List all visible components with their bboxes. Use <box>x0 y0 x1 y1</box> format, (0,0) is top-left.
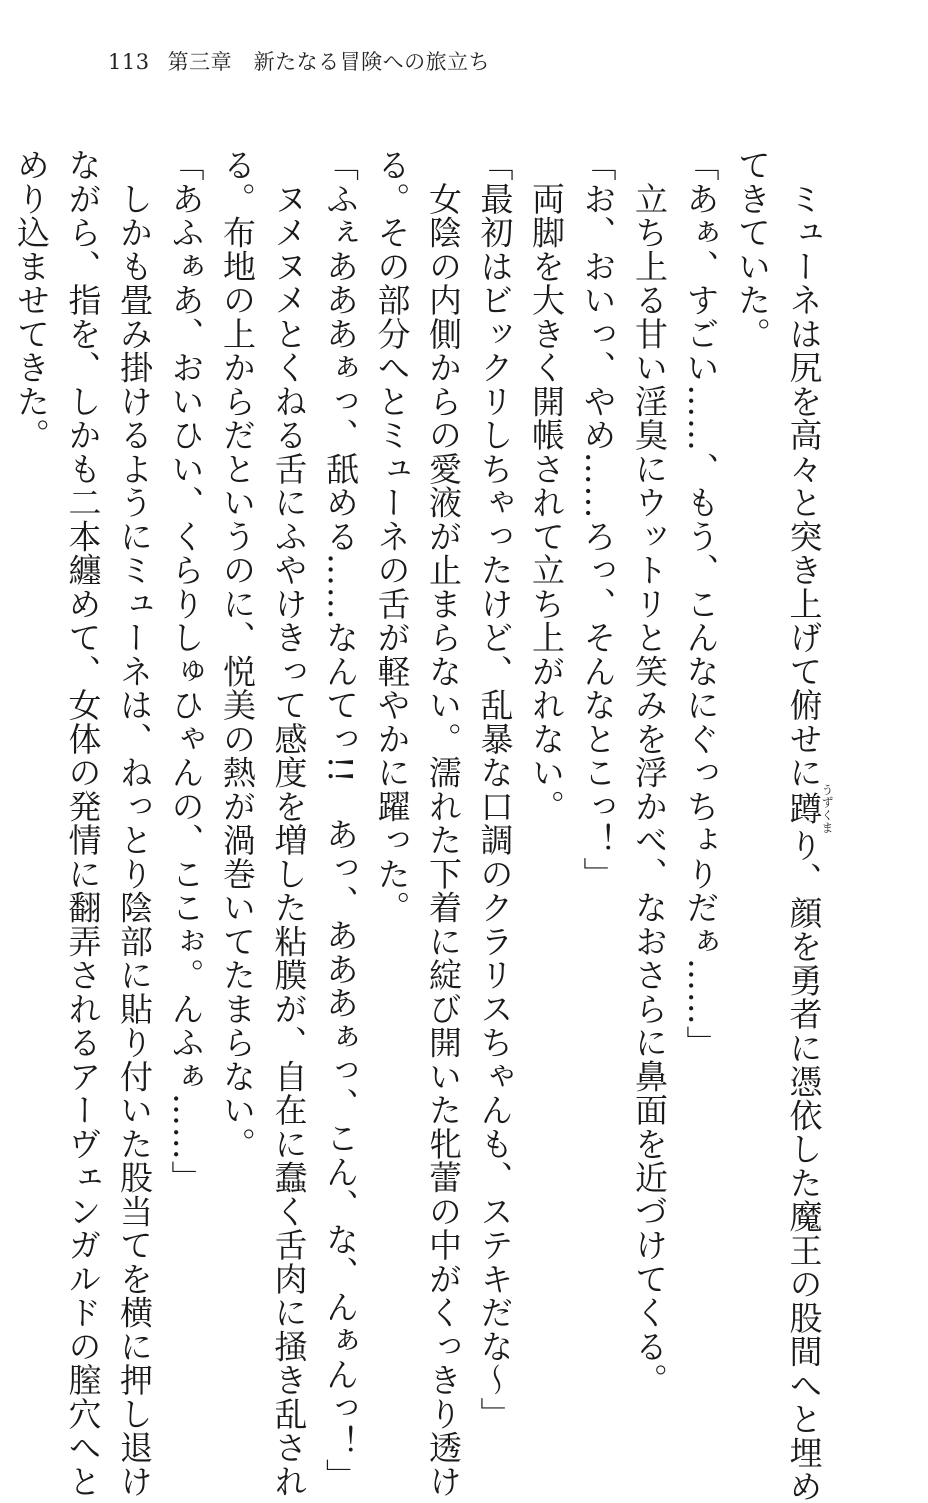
paragraph: 立ち上る甘い淫臭にウットリと笑みを浮かべ、なおさらに鼻面を近づけてくる。 <box>630 148 669 1397</box>
paragraph: 「あふぁあ、おいひい、くらりしゅひゃんの、ここぉ。んふぁ……」 <box>166 148 206 1195</box>
paragraph: 両脚を大きく開帳されて立ち上がれない。 <box>527 148 566 823</box>
paragraph: 女陰の内側からの愛液が止まらない。濡れた下着に綻び開いた牝蕾の中がくっきり透け <box>424 148 463 1498</box>
ruby-annotation: 蹲うずくま <box>784 783 834 835</box>
running-header <box>108 46 490 76</box>
paragraph: 「最初はビックリしちゃったけど、乱暴な口調のクラリスちゃんも、ステキだな～」 <box>475 148 515 1431</box>
paragraph: 「お、おいっ、やめ……ろっ、そんなとこっ！」 <box>578 148 618 891</box>
paragraph: てきていた。 <box>733 148 772 351</box>
paragraph: ミューネは尻を高々と突き上げて俯せに蹲うずくまり、顔を勇者に憑依した魔王の股間へと埋め <box>784 148 834 1503</box>
paragraph: ながら、指を、しかも二本纏めて、女体の発情に翻弄されるアーヴェンガルドの膣穴へと <box>63 148 103 1498</box>
paragraph: る。その部分へとミューネの舌が軽やかに躍った。 <box>372 148 412 925</box>
paragraph: る。布地の上からだというのに、悦美の熱が渦巻いてたまらない。 <box>218 148 257 1161</box>
chapter-title: 第三章 新たなる冒険への旅立ち <box>167 50 491 74</box>
vertical-body-text <box>12 148 834 1503</box>
paragraph: めり込ませてきた。 <box>12 148 51 452</box>
paragraph: しかも畳み掛けるようにミューネは、ねっとり陰部に貼り付いた股当てを横に押し退け <box>115 148 154 1498</box>
page-number: 113 <box>108 50 150 74</box>
paragraph: 「あぁ、すごい……、もう、こんなにぐっちょりだぁ……」 <box>681 148 721 1060</box>
paragraph: ヌメヌメとくねる舌にふやけきって感度を増した粘膜が、自在に蠢く舌肉に掻き乱され <box>269 148 309 1498</box>
paragraph: 「ふぇあああぁっ、舐める……なんてっ!! あっ、あああぁっ、こん、な、んぁんっ！」 <box>321 148 360 1493</box>
paragraph <box>0 148 6 1248</box>
